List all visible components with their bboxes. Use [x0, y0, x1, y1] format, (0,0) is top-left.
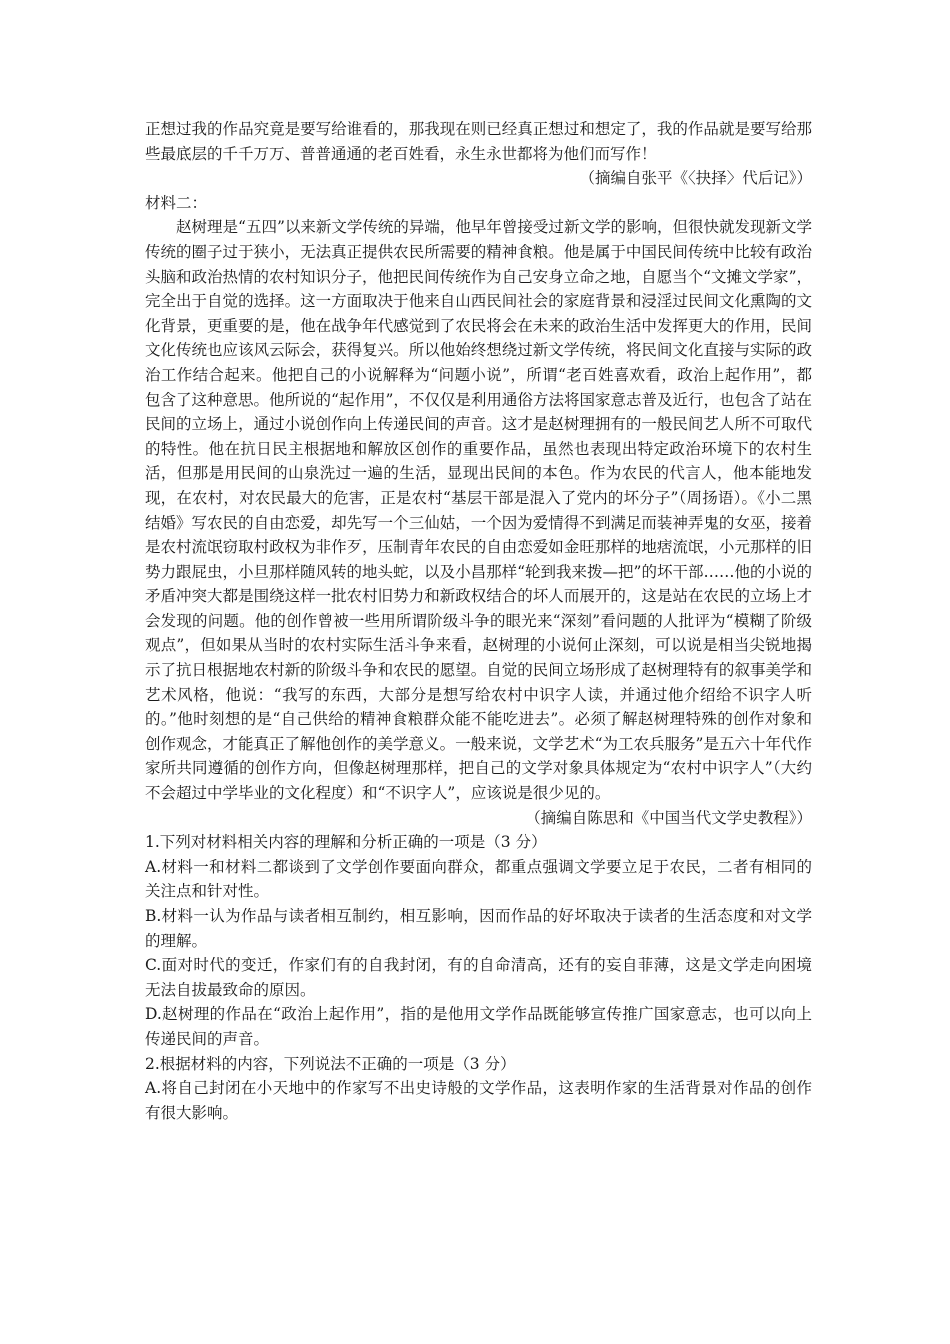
material2-label: 材料二：: [145, 193, 208, 212]
question-1: [145, 830, 812, 1051]
source-2: （摘编自陈思和《中国当代文学史教程》）: [525, 808, 812, 827]
question-1-stem: 1.下列对材料相关内容的理解和分析正确的一项是（3 分）: [145, 833, 547, 852]
source-1: （摘编自张平《〈抉择〉代后记》）: [579, 169, 812, 188]
question-2: [145, 1052, 812, 1126]
question-1-option-d: D.赵树理的作品在“政治上起作用”，指的是他用文学作品既能够宣传推广国家意志，也可以向上传递民间的声音。: [145, 1005, 812, 1048]
material1-tail: 正想过我的作品究竟是要写给谁看的，那我现在则已经真正想过和想定了，我的作品就是要写给那些最底层的千千万万、普普通通的老百姓看，永生永世都将为他们而写作！: [145, 120, 812, 163]
material2-paragraph: 赵树理是“五四”以来新文学传统的异端，他早年曾接受过新文学的影响，但很快就发现新文学传统的圈子过于狭小，无法真正提供农民所需要的精神食粮。他是属于中国民间传统中比较有政治头脑和政治热情的农村知识分子，他把民间传统作为自己安身立命之地，自愿当个“文摊文学家”，完全出于自觉的选择。这一方面取决于他来自山西民间社会的家庭背景和浸淫过民间文化熏陶的文化背景，更重要的是，他在战争年代感觉到了农民将会在未来的政治生活中发挥更大的作用，民间文化传统也应该风云际会，获得复兴。所以他始终想绕过新文学传统，将民间文化直接与实际的政治工作结合起来。他把自己的小说解释为“问题小说”，所谓“老百姓喜欢看，政治上起作用”，都包含了这种意思。他所说的“起作用”，不仅仅是利用通俗方法将国家意志普及近行，也包含了站在民间的立场上，通过小说创作向上传递民间的声音。这才是赵树理拥有的一般民间艺人所不可取代的特性。他在抗日民主根据地和解放区创作的重要作品，虽然也表现出特定政治环境下的农村生活，但那是用民间的山泉洗过一遍的生活，显现出民间的本色。作为农民的代言人，他本能地发现，在农村，对农民最大的危害，正是农村“基层干部是混入了党内的坏分子”（周扬语）。《小二黑结婚》写农民的自由恋爱，却先写一个三仙姑，一个因为爱情得不到满足而装神弄鬼的女巫，接着是农村流氓窃取村政权为非作歹，压制青年农民的自由恋爱如金旺那样的地痞流氓，小元那样的旧势力跟屁虫，小旦那样随风转的地头蛇，以及小昌那样“轮到我来拨—把”的坏干部……他的小说的矛盾冲突大都是围绕这样一批农村旧势力和新政权结合的坏人而展开的，这是站在农民的立场上才会发现的问题。他的创作曾被一些用所谓阶级斗争的眼光来“深刻”看问题的人批评为“模糊了阶级观点”，但如果从当时的农村实际生活斗争来看，赵树理的小说何止深刻，可以说是相当尖锐地揭示了抗日根据地农村新的阶级斗争和农民的愿望。自觉的民间立场形成了赵树理特有的叙事美学和艺术风格，他说：“我写的东西，大部分是想写给农村中识字人读，并通过他介绍给不识字人听的。”他时刻想的是“自己供给的精神食粮群众能不能吃进去”。必须了解赵树理特殊的创作对象和创作观念，才能真正了解他创作的美学意义。一般来说，文学艺术“为工农兵服务”是五六十年代作家所共同遵循的创作方向，但像赵树理那样，把自己的文学对象具体规定为“农村中识字人”（大约不会超过中学毕业的文化程度）和“不识字人”，应该说是很少见的。: [145, 218, 812, 803]
question-2-stem: 2.根据材料的内容，下列说法不正确的一项是（3 分）: [145, 1054, 516, 1073]
question-1-option-b: B.材料一认为作品与读者相互制约，相互影响，因而作品的好坏取决于读者的生活态度和对文学的理解。: [145, 907, 812, 950]
question-2-option-a: A.将自己封闭在小天地中的作家写不出史诗般的文学作品，这表明作家的生活背景对作品的创作有很大影响。: [145, 1079, 812, 1122]
question-1-option-a: A.材料一和材料二都谈到了文学创作要面向群众，都重点强调文学要立足于农民，二者有相同的关注点和针对性。: [145, 857, 812, 901]
document-page: [145, 117, 812, 1125]
question-1-option-c: C.面对时代的变迁，作家们有的自我封闭，有的自命清高，还有的妄自菲薄，这是文学走向困境无法自拔最致命的原因。: [145, 956, 812, 999]
